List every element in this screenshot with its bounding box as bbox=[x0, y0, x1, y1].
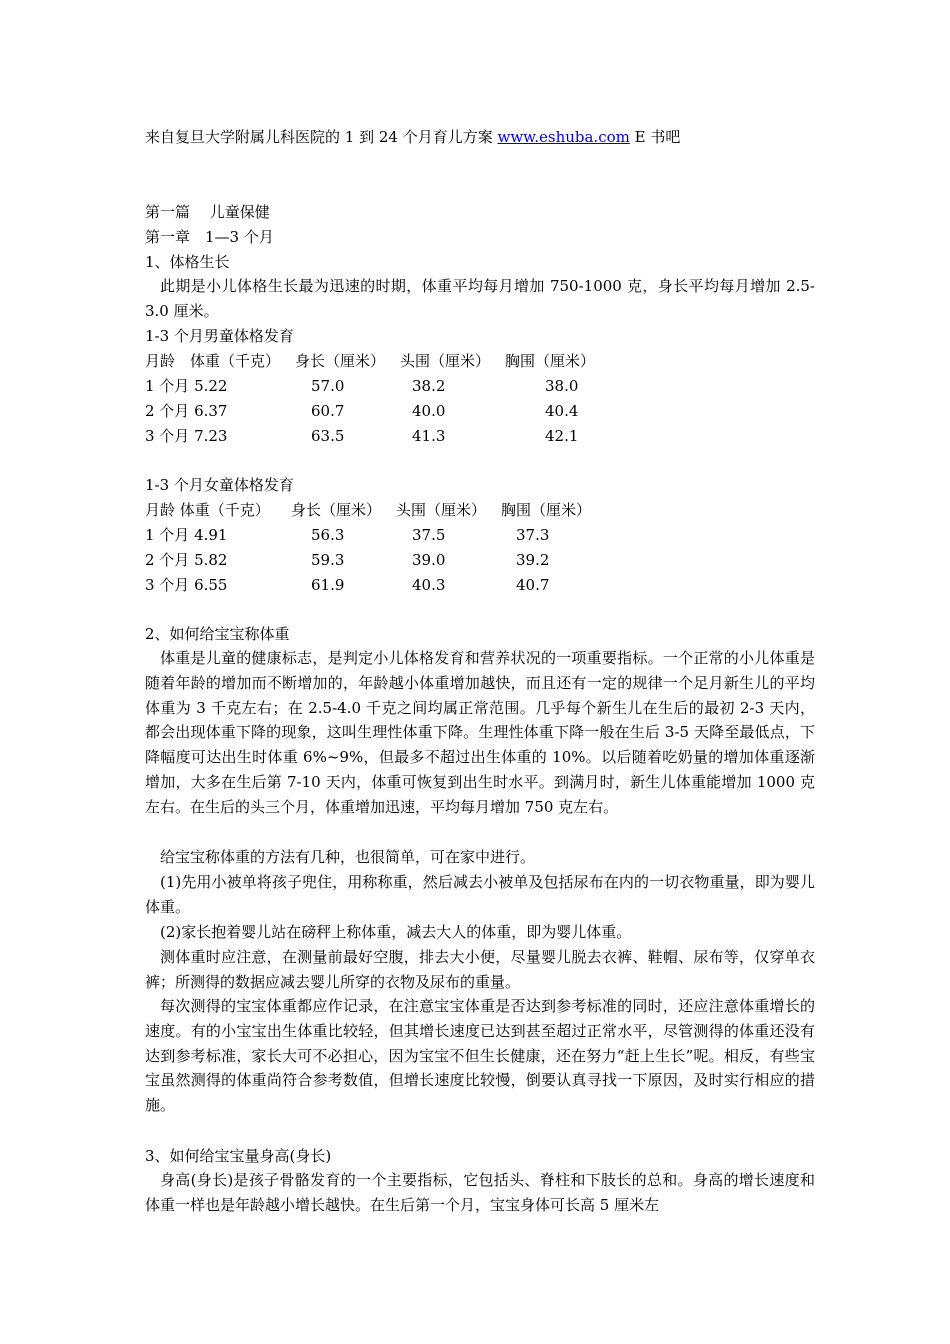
section-title: 2、如何给宝宝称体重 bbox=[145, 625, 290, 643]
table-cell: 60.7 bbox=[311, 402, 345, 420]
paragraph: 给宝宝称体重的方法有几种，也很简单，可在家中进行。 bbox=[160, 848, 536, 866]
table-cell: 59.3 bbox=[311, 551, 345, 569]
table-cell: 38.0 bbox=[545, 377, 579, 395]
paragraph: 体重是儿童的健康标志，是判定小儿体格发育和营养状况的一项重要指标。一个正常的小儿体重是随着年龄的增加而不断增加的，年龄越小体重增加越快，而且还有一定的规律一个足月新生儿的平均体重为 3 千克左右；在 2.5-4.0 千克之间均属正常范围。几乎每个新生儿在生后的最初 2-3 天内，都会出现体重下降的现象，这叫生理性体重下降。生理性体重下降一般在生后 3-5 天降至最低点，下降幅度可达出生时体重 6%~9%，但最多不超过出生体重的 10%。以后随着吃奶量的增加体重逐渐增加，大多在生后第 7-10 天内，体重可恢复到出生时水平。到满月时，新生儿体重能增加 1000 克左右。在生后的头三个月，体重增加迅速，平均每月增加 750 克左右。 bbox=[145, 649, 815, 816]
table-header-cell: 头围（厘米） bbox=[396, 501, 487, 519]
table-cell: 3 个月 6.55 bbox=[145, 576, 228, 594]
paragraph: (2)家长抱着婴儿站在磅秤上称体重，减去大人的体重，即为婴儿体重。 bbox=[160, 923, 632, 941]
header-suffix: E 书吧 bbox=[629, 128, 681, 146]
table-title: 1-3 个月男童体格发育 bbox=[145, 327, 294, 345]
table-cell: 2 个月 6.37 bbox=[145, 402, 228, 420]
paragraph: 身高(身长)是孩子骨骼发育的一个主要指标，它包括头、脊柱和下肢长的总和。身高的增长速度和体重一样也是年龄越小增长越快。在生后第一个月，宝宝身体可长高 5 厘米左 bbox=[145, 1171, 815, 1214]
table-cell: 40.4 bbox=[545, 402, 579, 420]
document-header bbox=[145, 127, 680, 147]
table-cell: 40.0 bbox=[412, 402, 446, 420]
table-cell: 63.5 bbox=[311, 427, 345, 445]
table-cell: 39.0 bbox=[412, 551, 446, 569]
table-cell: 1 个月 5.22 bbox=[145, 377, 228, 395]
table-cell: 37.5 bbox=[412, 526, 446, 544]
table-cell: 56.3 bbox=[311, 526, 345, 544]
website-link[interactable]: www.eshuba.com bbox=[497, 128, 630, 146]
paragraph: (1)先用小被单将孩子兜住，用称称重，然后减去小被单及包括尿布在内的一切衣物重量，即为婴儿体重。 bbox=[145, 873, 815, 916]
chapter-title: 第一章 1—3 个月 bbox=[145, 228, 274, 246]
table-header-cell: 胸围（厘米） bbox=[501, 501, 592, 519]
header-prefix: 来自复旦大学附属儿科医院的 1 到 24 个月育儿方案 bbox=[145, 128, 498, 146]
table-header-cell: 身长（厘米） bbox=[291, 501, 382, 519]
table-cell: 41.3 bbox=[412, 427, 446, 445]
table-cell: 3 个月 7.23 bbox=[145, 427, 228, 445]
table-cell: 39.2 bbox=[516, 551, 550, 569]
section-title: 1、体格生长 bbox=[145, 253, 230, 271]
table-cell: 38.2 bbox=[412, 377, 446, 395]
table-header-cell: 月龄 体重（千克） bbox=[145, 352, 281, 370]
table-cell: 2 个月 5.82 bbox=[145, 551, 228, 569]
paragraph: 测体重时应注意，在测量前最好空腹，排去大小便，尽量婴儿脱去衣裤、鞋帽、尿布等，仅穿单衣裤；所测得的数据应减去婴儿所穿的衣物及尿布的重量。 bbox=[145, 948, 815, 991]
part-title: 第一篇 儿童保健 bbox=[145, 203, 270, 221]
paragraph: 每次测得的宝宝体重都应作记录，在注意宝宝体重是否达到参考标准的同时，还应注意体重增长的速度。有的小宝宝出生体重比较轻，但其增长速度已达到甚至超过正常水平，尽管测得的体重还没有达到参考标准，家长大可不必担心，因为宝宝不但生长健康，还在努力“赶上生长”呢。相反，有些宝宝虽然测得的体重尚符合参考数值，但增长速度比较慢，倒要认真寻找一下原因，及时实行相应的措施。 bbox=[145, 997, 815, 1115]
table-header-cell: 胸围（厘米） bbox=[505, 352, 596, 370]
table-cell: 1 个月 4.91 bbox=[145, 526, 228, 544]
section-title: 3、如何给宝宝量身高(身长) bbox=[145, 1147, 332, 1165]
table-cell: 61.9 bbox=[311, 576, 345, 594]
table-header-cell: 月龄 体重（千克） bbox=[145, 501, 270, 519]
table-cell: 40.7 bbox=[516, 576, 550, 594]
table-title: 1-3 个月女童体格发育 bbox=[145, 476, 294, 494]
table-header-cell: 身长（厘米） bbox=[295, 352, 386, 370]
table-cell: 37.3 bbox=[516, 526, 550, 544]
paragraph: 此期是小儿体格生长最为迅速的时期，体重平均每月增加 750-1000 克，身长平均每月增加 2.5-3.0 厘米。 bbox=[145, 277, 815, 320]
table-cell: 57.0 bbox=[311, 377, 345, 395]
table-header-cell: 头围（厘米） bbox=[400, 352, 491, 370]
table-cell: 42.1 bbox=[545, 427, 579, 445]
table-cell: 40.3 bbox=[412, 576, 446, 594]
